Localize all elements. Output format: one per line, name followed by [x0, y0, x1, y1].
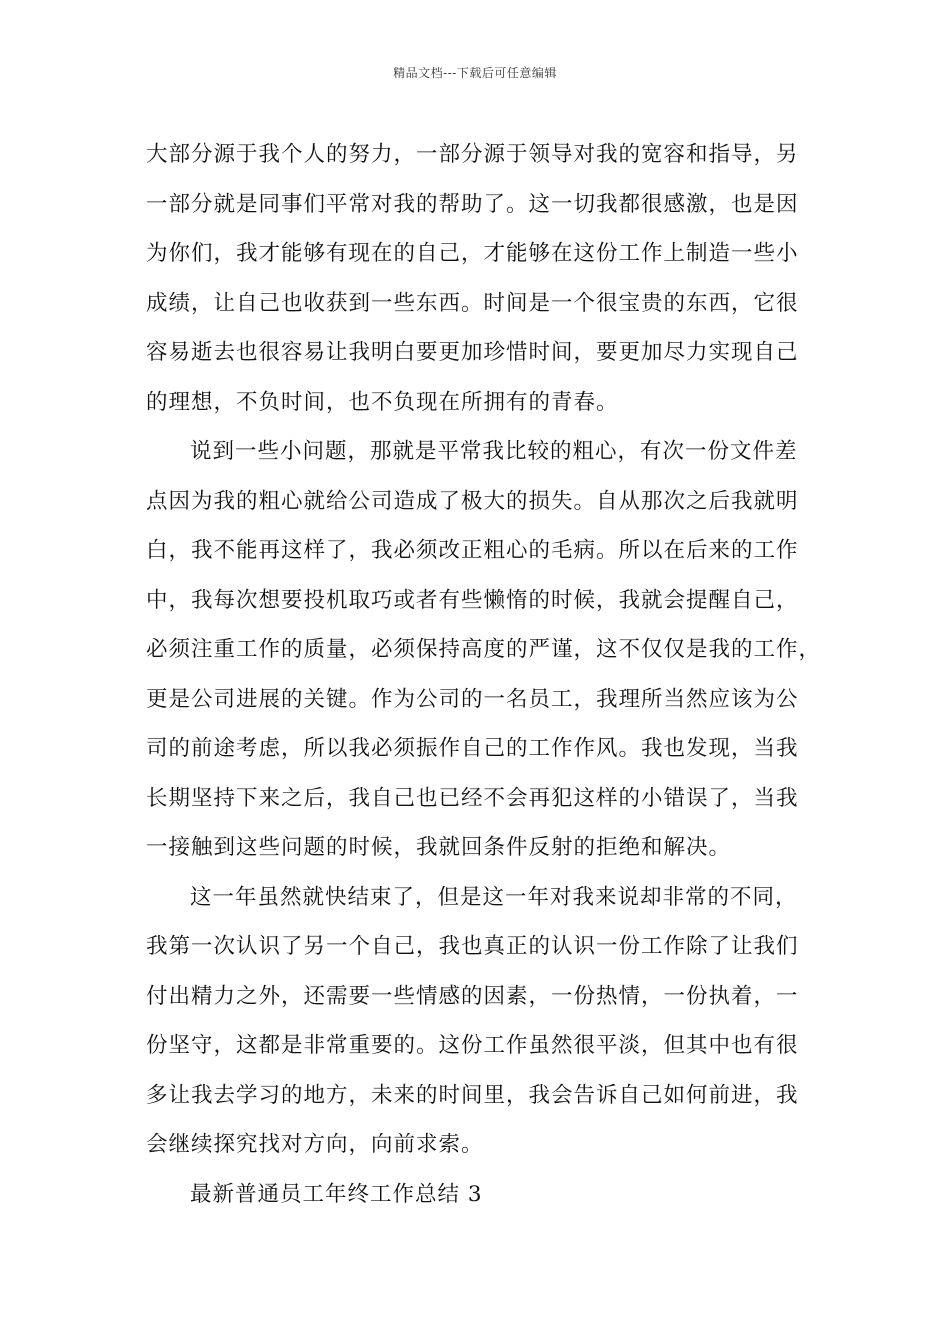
body-line: 我第一次认识了另一个自己，我也真正的认识一份工作除了让我们	[146, 934, 799, 959]
body-line: 容易逝去也很容易让我明白要更加珍惜时间，要更加尽力实现自己	[146, 340, 799, 365]
paragraph-start-line: 说到一些小问题，那就是平常我比较的粗心，有次一份文件差	[190, 439, 798, 464]
body-line: 更是公司进展的关键。作为公司的一名员工，我理所当然应该为公	[146, 686, 799, 712]
body-line: 为你们，我才能够有现在的自己，才能够在这份工作上制造一些小	[146, 241, 799, 266]
body-line: 的理想，不负时间，也不负现在所拥有的青春。	[146, 389, 619, 415]
paragraph-start-line: 这一年虽然就快结束了，但是这一年对我来说却非常的不同，	[190, 884, 798, 910]
section-heading: 最新普通员工年终工作总结 3	[190, 1181, 483, 1207]
document-body	[146, 130, 824, 1219]
body-line: 司的前途考虑，所以我必须振作自己的工作作风。我也发现，当我	[146, 736, 799, 761]
body-line: 付出精力之外，还需要一些情感的因素，一份热情，一份执着，一	[146, 983, 799, 1009]
body-line: 点因为我的粗心就给公司造成了极大的损失。自从那次之后我就明	[146, 488, 799, 514]
body-line: 白，我不能再这样了，我必须改正粗心的毛病。所以在后来的工作	[146, 538, 799, 563]
body-line: 会继续探究找对方向，向前求索。	[146, 1132, 484, 1157]
body-line: 中，我每次想要投机取巧或者有些懒惰的时候，我就会提醒自己，	[146, 587, 799, 613]
body-line: 长期坚持下来之后，我自己也已经不会再犯这样的小错误了，当我	[146, 785, 799, 811]
body-line: 大部分源于我个人的努力，一部分源于领导对我的宽容和指导，另	[146, 142, 799, 167]
page-header: 精品文档---下载后可任意编辑	[393, 66, 557, 80]
body-line: 成绩，让自己也收获到一些东西。时间是一个很宝贵的东西，它很	[146, 290, 799, 316]
body-line: 份坚守，这都是非常重要的。这份工作虽然很平淡，但其中也有很	[146, 1033, 799, 1058]
body-line: 一接触到这些问题的时候，我就回条件反射的拒绝和解决。	[146, 835, 732, 860]
body-line: 多让我去学习的地方，未来的时间里，我会告诉自己如何前进，我	[146, 1082, 799, 1108]
body-line: 必须注重工作的质量，必须保持高度的严谨，这不仅仅是我的工作，	[146, 637, 822, 662]
body-line: 一部分就是同事们平常对我的帮助了。这一切我都很感激，也是因	[146, 191, 799, 217]
